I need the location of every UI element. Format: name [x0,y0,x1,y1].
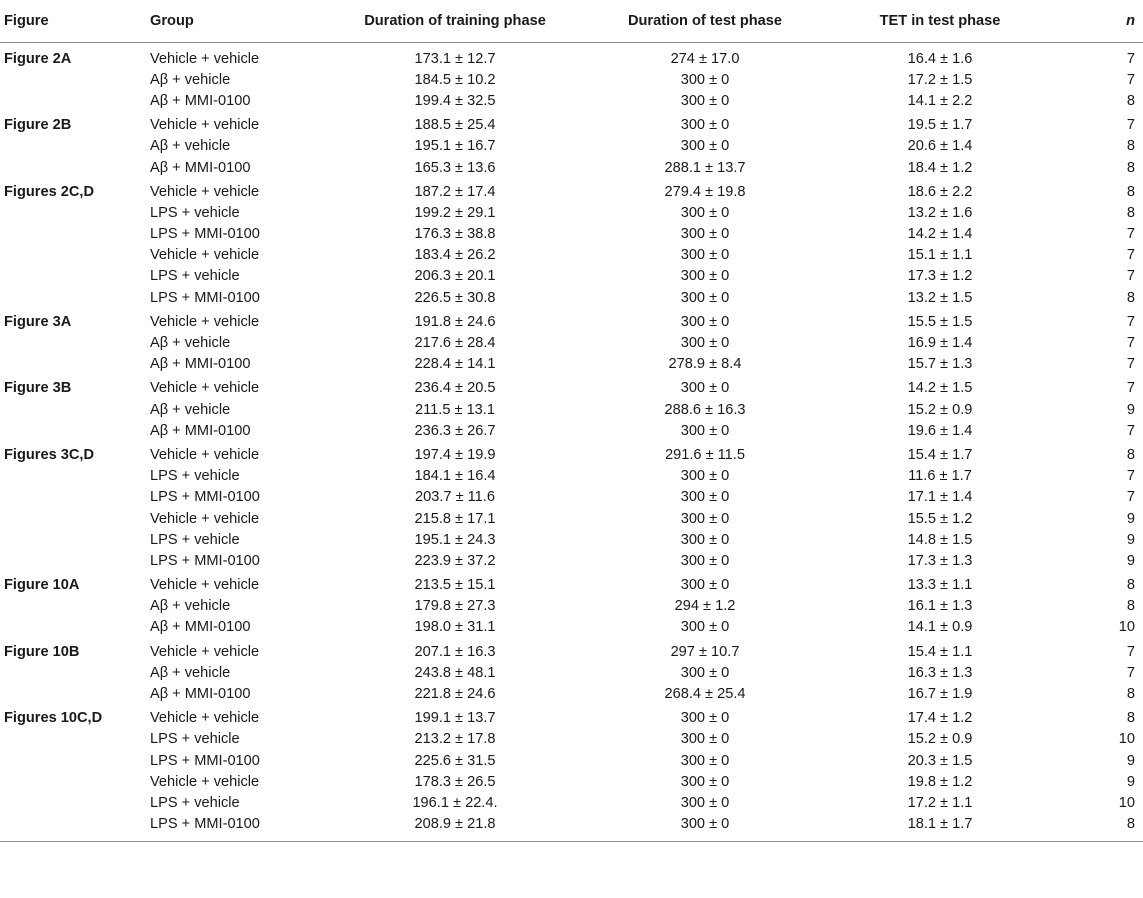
table-row [0,245,1143,266]
cell-figure [0,529,150,550]
header-figure: Figure [0,0,150,43]
cell-figure [0,69,150,90]
cell-training-duration: 198.0 ± 31.1 [414,619,496,636]
cell-training-duration: 187.2 ± 17.4 [414,183,496,200]
cell-tet: 15.1 ± 1.1 [907,247,973,264]
cell-group: Vehicle + vehicle [150,510,260,527]
cell-figure: Figures 3C,D [4,446,95,463]
header-test-duration: Duration of test phase [580,0,830,43]
cell-n: 8 [1050,814,1143,842]
cell-group: Aβ + MMI-0100 [150,356,251,373]
cell-training-duration: 195.1 ± 16.7 [414,138,496,155]
cell-group: Vehicle + vehicle [150,183,260,200]
cell-n: 7 [1126,117,1135,134]
cell-tet: 17.4 ± 1.2 [907,710,973,727]
cell-tet: 14.2 ± 1.5 [907,380,973,397]
cell-training-duration: 195.1 ± 24.3 [414,531,496,548]
table-row [0,508,1143,529]
cell-training-duration: 199.4 ± 32.5 [414,92,496,109]
cell-group: LPS + vehicle [150,468,240,485]
cell-tet: 13.3 ± 1.1 [907,577,973,594]
cell-n: 7 [1126,226,1135,243]
cell-test-duration: 300 ± 0 [680,619,730,636]
cell-training-duration: 165.3 ± 13.6 [414,159,496,176]
cell-training-duration: 243.8 ± 48.1 [414,664,496,681]
cell-test-duration: 300 ± 0 [680,92,730,109]
cell-tet: 14.2 ± 1.4 [907,226,973,243]
table-row [0,466,1143,487]
cell-test-duration: 274 ± 17.0 [670,50,740,67]
cell-test-duration: 278.9 ± 8.4 [668,356,742,373]
table-row [0,572,1143,596]
cell-n: 8 [1126,686,1135,703]
cell-tet: 15.4 ± 1.7 [907,446,973,463]
cell-training-duration: 213.2 ± 17.8 [414,731,496,748]
cell-figure [0,729,150,750]
cell-n: 10 [1118,619,1135,636]
cell-training-duration: 183.4 ± 26.2 [414,247,496,264]
cell-group: LPS + MMI-0100 [150,814,330,842]
cell-figure [0,157,150,178]
cell-group: Vehicle + vehicle [150,446,260,463]
table-row [0,750,1143,771]
table-row [0,69,1143,90]
cell-group: Vehicle + vehicle [150,710,260,727]
cell-n: 7 [1126,268,1135,285]
cell-group: Aβ + MMI-0100 [150,159,251,176]
cell-figure [0,287,150,308]
cell-figure [0,750,150,771]
cell-test-duration: 300 ± 0 [680,794,730,811]
cell-training-duration: 199.2 ± 29.1 [414,204,496,221]
cell-tet: 17.2 ± 1.5 [907,71,973,88]
cell-training-duration: 236.3 ± 26.7 [414,422,496,439]
cell-figure: Figure 2A [4,50,72,67]
table-row [0,112,1143,136]
cell-n: 8 [1126,289,1135,306]
cell-figure: Figure 10B [4,643,80,660]
table-row [0,266,1143,287]
table-row [0,487,1143,508]
cell-group: Vehicle + vehicle [150,117,260,134]
cell-training-duration: 211.5 ± 13.1 [415,401,495,418]
cell-tet: 11.6 ± 1.7 [908,468,972,485]
cell-n: 9 [1126,510,1135,527]
table-row [0,662,1143,683]
cell-test-duration: 288.1 ± 13.7 [664,159,746,176]
cell-n: 10 [1118,794,1135,811]
cell-tet: 15.5 ± 1.5 [907,313,973,330]
cell-n: 8 [1126,577,1135,594]
cell-test-duration: 288.6 ± 16.3 [664,401,746,418]
cell-tet: 14.1 ± 2.2 [907,92,973,109]
cell-figure [0,202,150,223]
cell-test-duration: 300 ± 0 [680,489,730,506]
cell-training-duration: 213.5 ± 15.1 [414,577,496,594]
cell-group: LPS + vehicle [150,204,240,221]
header-training-duration: Duration of training phase [330,0,580,43]
cell-n: 7 [1126,335,1135,352]
table-body [0,43,1143,842]
cell-tet: 13.2 ± 1.6 [907,204,973,221]
cell-training-duration: 173.1 ± 12.7 [414,50,496,67]
header-tet: TET in test phase [830,0,1050,43]
cell-n: 9 [1126,401,1135,418]
cell-figure [0,399,150,420]
cell-figure [0,792,150,813]
header-row [0,0,1143,43]
table-row [0,420,1143,441]
cell-figure: Figure 3B [4,380,72,397]
table-row [0,375,1143,399]
cell-training-duration: 207.1 ± 16.3 [414,643,496,660]
cell-test-duration: 300 ± 0 [680,773,730,790]
cell-test-duration: 268.4 ± 25.4 [664,686,746,703]
cell-test-duration: 279.4 ± 19.8 [664,183,746,200]
cell-n: 9 [1126,552,1135,569]
cell-test-duration: 300 ± 0 [680,531,730,548]
cell-group: Aβ + vehicle [150,401,231,418]
table-row [0,399,1143,420]
cell-tet: 13.2 ± 1.5 [907,289,973,306]
cell-group: LPS + MMI-0100 [150,552,260,569]
table-row [0,792,1143,813]
header-n: n [1050,0,1143,43]
cell-test-duration: 297 ± 10.7 [670,643,740,660]
cell-group: Vehicle + vehicle [150,247,260,264]
cell-tet: 17.1 ± 1.4 [907,489,973,506]
cell-tet: 20.6 ± 1.4 [907,138,973,155]
cell-test-duration: 294 ± 1.2 [674,598,736,615]
cell-figure [0,683,150,704]
cell-training-duration: 191.8 ± 24.6 [414,313,496,330]
cell-tet: 15.5 ± 1.2 [907,510,973,527]
cell-group: Vehicle + vehicle [150,773,260,790]
cell-test-duration: 300 ± 0 [680,468,730,485]
cell-n: 10 [1118,731,1135,748]
cell-tet: 20.3 ± 1.5 [907,752,973,769]
cell-tet: 16.4 ± 1.6 [907,50,973,67]
cell-test-duration: 300 ± 0 [680,335,730,352]
cell-training-duration: 179.8 ± 27.3 [414,598,496,615]
cell-training-duration: 221.8 ± 24.6 [414,686,496,703]
cell-tet: 16.3 ± 1.3 [907,664,973,681]
cell-figure [0,617,150,638]
cell-group: LPS + vehicle [150,731,240,748]
cell-training-duration: 206.3 ± 20.1 [414,268,496,285]
cell-tet: 17.3 ± 1.2 [907,268,973,285]
cell-test-duration: 300 ± 0 [680,664,730,681]
cell-test-duration: 300 ± 0 [680,313,730,330]
cell-training-duration: 196.1 ± 22.4. [412,794,498,811]
cell-group: LPS + vehicle [150,794,240,811]
table-row [0,43,1143,70]
cell-n: 8 [1126,138,1135,155]
cell-test-duration: 300 ± 0 [680,138,730,155]
cell-test-duration: 300 ± 0 [680,710,730,727]
cell-figure: Figure 10A [4,577,80,594]
cell-test-duration: 300 ± 0 [680,380,730,397]
cell-tet: 16.7 ± 1.9 [907,686,973,703]
cell-n: 8 [1126,204,1135,221]
table-row [0,771,1143,792]
cell-training-duration: 228.4 ± 14.1 [414,356,496,373]
cell-group: Vehicle + vehicle [150,50,260,67]
table-row [0,705,1143,729]
cell-test-duration: 291.6 ± 11.5 [665,446,745,463]
cell-training-duration: 188.5 ± 25.4 [414,117,496,134]
cell-group: LPS + vehicle [150,531,240,548]
cell-test-duration: 300 ± 0 [680,752,730,769]
cell-training-duration: 184.1 ± 16.4 [414,468,496,485]
cell-n: 7 [1126,643,1135,660]
table-row [0,683,1143,704]
cell-n: 7 [1126,468,1135,485]
cell-training-duration: 178.3 ± 26.5 [414,773,496,790]
cell-test-duration: 300 ± 0 [680,226,730,243]
cell-tet: 18.1 ± 1.7 [830,814,1050,842]
cell-tet: 18.6 ± 2.2 [907,183,973,200]
cell-n: 7 [1126,380,1135,397]
cell-figure [0,662,150,683]
table-row [0,136,1143,157]
cell-n: 9 [1126,752,1135,769]
table-row [0,332,1143,353]
cell-n: 8 [1126,159,1135,176]
cell-test-duration: 300 ± 0 [680,268,730,285]
table-row [0,550,1143,571]
cell-n: 7 [1126,489,1135,506]
cell-n: 9 [1126,773,1135,790]
cell-group: LPS + vehicle [150,268,240,285]
cell-n: 7 [1126,313,1135,330]
cell-figure [0,508,150,529]
cell-figure [0,550,150,571]
cell-figure: Figure 2B [4,117,72,134]
cell-group: LPS + MMI-0100 [150,226,260,243]
cell-n: 7 [1126,664,1135,681]
cell-tet: 15.7 ± 1.3 [907,356,973,373]
cell-tet: 14.8 ± 1.5 [907,531,973,548]
cell-n: 7 [1126,71,1135,88]
cell-test-duration: 300 ± 0 [680,247,730,264]
cell-tet: 18.4 ± 1.2 [907,159,973,176]
cell-training-duration: 225.6 ± 31.5 [414,752,496,769]
cell-tet: 15.2 ± 0.9 [907,401,973,418]
cell-n: 8 [1126,92,1135,109]
cell-group: Vehicle + vehicle [150,643,260,660]
cell-figure [0,245,150,266]
cell-figure [0,266,150,287]
cell-training-duration: 203.7 ± 11.6 [415,489,495,506]
table-row [0,596,1143,617]
cell-figure [0,420,150,441]
cell-tet: 16.9 ± 1.4 [907,335,973,352]
cell-group: Vehicle + vehicle [150,380,260,397]
cell-group: LPS + MMI-0100 [150,289,260,306]
cell-test-duration: 300 ± 0 [680,510,730,527]
cell-n: 8 [1126,710,1135,727]
cell-group: Aβ + vehicle [150,138,231,155]
table-row [0,202,1143,223]
cell-figure [0,771,150,792]
table-row [0,354,1143,375]
cell-test-duration: 300 ± 0 [680,71,730,88]
cell-figure [0,814,150,842]
table-row [0,157,1143,178]
cell-group: Aβ + MMI-0100 [150,92,251,109]
cell-n: 8 [1126,598,1135,615]
table-row [0,224,1143,245]
cell-test-duration: 300 ± 0 [680,552,730,569]
cell-group: Vehicle + vehicle [150,313,260,330]
cell-tet: 16.1 ± 1.3 [907,598,973,615]
cell-figure [0,224,150,245]
cell-tet: 19.5 ± 1.7 [907,117,973,134]
cell-training-duration: 217.6 ± 28.4 [414,335,496,352]
cell-figure: Figure 3A [4,313,72,330]
cell-training-duration: 215.8 ± 17.1 [414,510,496,527]
cell-test-duration: 300 ± 0 [680,731,730,748]
cell-test-duration: 300 ± 0 [680,577,730,594]
cell-group: Aβ + vehicle [150,335,231,352]
cell-figure: Figures 10C,D [4,710,103,727]
cell-group: LPS + MMI-0100 [150,752,260,769]
cell-n: 9 [1126,531,1135,548]
cell-figure: Figures 2C,D [4,183,95,200]
cell-training-duration: 226.5 ± 30.8 [414,289,496,306]
cell-figure [0,596,150,617]
cell-n: 7 [1126,247,1135,264]
cell-training-duration: 197.4 ± 19.9 [414,446,496,463]
cell-n: 8 [1126,183,1135,200]
cell-test-duration: 300 ± 0 [680,422,730,439]
cell-n: 7 [1126,356,1135,373]
cell-tet: 17.2 ± 1.1 [907,794,973,811]
cell-training-duration: 236.4 ± 20.5 [414,380,496,397]
cell-group: Aβ + MMI-0100 [150,686,251,703]
cell-tet: 17.3 ± 1.3 [907,552,973,569]
cell-group: LPS + MMI-0100 [150,489,260,506]
cell-training-duration: 176.3 ± 38.8 [414,226,496,243]
table-row [0,638,1143,662]
cell-figure [0,90,150,111]
cell-group: Aβ + vehicle [150,598,231,615]
table-header [0,0,1143,43]
cell-test-duration: 300 ± 0 [680,117,730,134]
cell-test-duration: 300 ± 0 [680,289,730,306]
cell-group: Aβ + MMI-0100 [150,422,251,439]
table-row [0,441,1143,465]
table-row [0,178,1143,202]
table-row [0,814,1143,842]
cell-figure [0,466,150,487]
cell-training-duration: 208.9 ± 21.8 [330,814,580,842]
cell-tet: 15.4 ± 1.1 [907,643,973,660]
cell-test-duration: 300 ± 0 [580,814,830,842]
cell-training-duration: 223.9 ± 37.2 [414,552,496,569]
cell-group: Aβ + vehicle [150,71,231,88]
table-row [0,617,1143,638]
header-group: Group [150,0,330,43]
cell-tet: 15.2 ± 0.9 [907,731,973,748]
cell-n: 7 [1126,422,1135,439]
cell-figure [0,487,150,508]
cell-group: Vehicle + vehicle [150,577,260,594]
cell-figure [0,136,150,157]
table-row [0,729,1143,750]
table-row [0,529,1143,550]
cell-group: Aβ + vehicle [150,664,231,681]
cell-training-duration: 184.5 ± 10.2 [414,71,496,88]
cell-figure [0,332,150,353]
cell-figure [0,354,150,375]
cell-training-duration: 199.1 ± 13.7 [414,710,496,727]
cell-tet: 14.1 ± 0.9 [907,619,973,636]
table-row [0,90,1143,111]
cell-n: 7 [1126,50,1135,67]
cell-n: 8 [1126,446,1135,463]
cell-group: Aβ + MMI-0100 [150,619,251,636]
cell-test-duration: 300 ± 0 [680,204,730,221]
table-row [0,287,1143,308]
cell-tet: 19.6 ± 1.4 [907,422,973,439]
table-row [0,308,1143,332]
cell-tet: 19.8 ± 1.2 [907,773,973,790]
